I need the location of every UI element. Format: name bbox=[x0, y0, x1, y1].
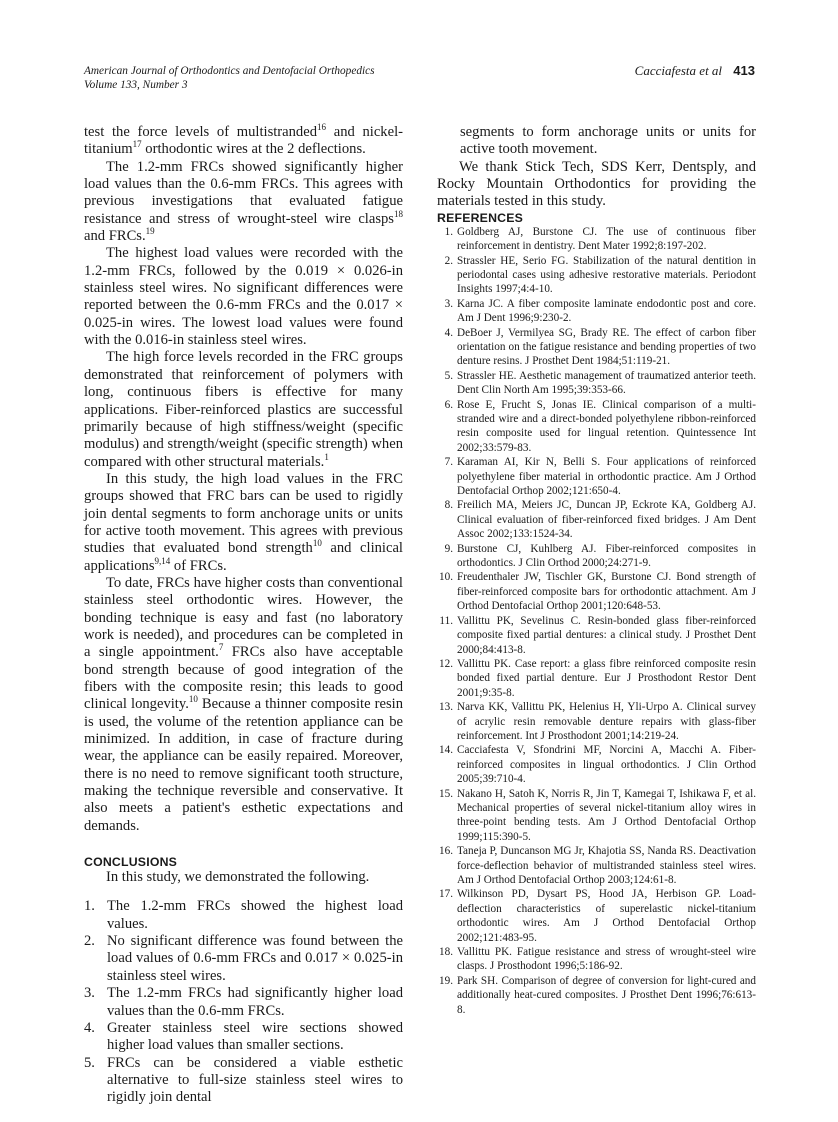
reference-number: 14. bbox=[439, 744, 453, 757]
reference-text: Karaman AI, Kir N, Belli S. Four applications of reinforced polyethylene fiber material in orthodontic practice. Am J Orthod Dentofacial Orthop 2002;121:650-4. bbox=[457, 456, 756, 498]
reference-item bbox=[437, 700, 756, 743]
conclusion-item bbox=[84, 1055, 403, 1107]
paragraph-text: Because a thinner composite resin is used, the volume of the retention appliance can be minimized. In addition, in case of fracture during wear, the appliance can be easily repaired. Moreover, there is no need to remove significant tooth structure, making the technique reversible and conservative. It also meets a patient's esthetic expectations and demands. bbox=[84, 696, 404, 834]
reference-number: 2. bbox=[444, 254, 453, 267]
reference-text: DeBoer J, Vermilyea SG, Brady RE. The effect of carbon fiber orientation on the fatigue resistance and bending properties of two denture resins. J Prosthet Dent 1984;51:119-21. bbox=[457, 326, 756, 368]
reference-number: 10. bbox=[439, 571, 453, 584]
paragraph-text: The highest load values were recorded with the 1.2-mm FRCs, followed by the 0.019 × 0.026-in stainless steel wires. No significant differences were reported between the 0.6-mm FRCs and the 0.017 × 0.025-in wires. The lowest load values were found with the 0.016-in stainless steel wires. bbox=[84, 245, 403, 349]
reference-item bbox=[437, 614, 756, 657]
reference-number: 11. bbox=[439, 614, 453, 627]
reference-item bbox=[437, 570, 756, 613]
reference-number: 16. bbox=[439, 845, 453, 858]
reference-item bbox=[437, 398, 756, 456]
conclusions-intro: In this study, we demonstrated the following. bbox=[106, 869, 370, 886]
conclusion-text: The 1.2-mm FRCs had significantly higher load values than the 0.6-mm FRCs. bbox=[107, 985, 403, 1019]
reference-text: Cacciafesta V, Sfondrini MF, Norcini A, Macchi A. Fiber-reinforced composites in lingual orthodontics. J Clin Orthod 2005;39:710-4. bbox=[457, 744, 756, 786]
reference-item bbox=[437, 326, 756, 369]
reference-text: Wilkinson PD, Dysart PS, Hood JA, Herbison GP. Load-deflection characteristics of superelastic nickel-titanium orthodontic wires. Am J Orthod Dentofacial Orthop 2002;121:483-95. bbox=[457, 888, 756, 944]
reference-item bbox=[437, 974, 756, 1017]
reference-number: 17. bbox=[439, 888, 453, 901]
citation-superscript: 10 bbox=[312, 538, 322, 549]
reference-text: Rose E, Frucht S, Jonas IE. Clinical comparison of a multi-stranded wire and a direct-bonded polyethylene ribbon-reinforced resin composite used for lingual retention. Quintessence Int 2002;33:579-83. bbox=[457, 398, 756, 454]
citation-superscript: 1 bbox=[324, 451, 329, 462]
paragraph-text: The 1.2-mm FRCs showed significantly higher load values than the 0.6-mm FRCs. This agrees with previous investigations that evaluated fatigue resistance and stress of wrought-steel wire clasps bbox=[84, 158, 403, 227]
conclusions-heading: CONCLUSIONS bbox=[84, 855, 178, 870]
reference-number: 15. bbox=[439, 787, 453, 800]
paragraph-text: and nickel-titanium bbox=[84, 124, 403, 158]
paragraph-text: To date, FRCs have higher costs than conventional stainless steel orthodontic wires. However, the bonding technique is easy and fast (no laboratory work is needed), and procedures can be completed in a single appointment. bbox=[84, 574, 403, 661]
reference-text: Narva KK, Vallittu PK, Helenius H, Yli-Urpo A. Clinical survey of acrylic resin removable denture repairs with glass-fiber reinforcement. Int J Prosthodont 2001;14:219-24. bbox=[457, 701, 756, 742]
journal-volume: Volume 133, Number 3 bbox=[84, 79, 188, 91]
running-header-journal bbox=[84, 64, 375, 92]
citation-superscript: 17 bbox=[132, 139, 142, 150]
paragraph bbox=[84, 159, 403, 246]
conclusion-item bbox=[84, 985, 403, 1020]
reference-text: Goldberg AJ, Burstone CJ. The use of continuous fiber reinforcement in dentistry. Dent Mater 1992;8:197-202. bbox=[457, 225, 756, 253]
reference-item bbox=[437, 945, 756, 974]
paragraph bbox=[84, 124, 403, 159]
reference-text: Karna JC. A fiber composite laminate endodontic post and core. Am J Dent 1996;9:230-2. bbox=[457, 297, 756, 325]
reference-text: Freudenthaler JW, Tischler GK, Burstone CJ. Bond strength of fiber-reinforced composite bars for orthodontic attachment. Am J Orthod Dentofacial Orthop 2001;120:648-53. bbox=[457, 571, 756, 613]
paragraph-text: test the force levels of multistranded bbox=[84, 124, 318, 140]
reference-text: Strassler HE. Aesthetic management of traumatized anterior teeth. Dent Clin North Am 1995;39:353-66. bbox=[457, 369, 756, 397]
running-header-right bbox=[635, 63, 755, 79]
paragraph-text: The high force levels recorded in the FRC groups demonstrated that reinforcement of polymers with long, continuous fibers is effective for many applications. Fiber-reinforced plastics are successful primarily because of high stiffness/weight (specific modulus) and strength/weight (specific strength) when compared with other structural materials. bbox=[84, 349, 403, 470]
running-authors: Cacciafesta et al bbox=[634, 63, 723, 78]
reference-number: 4. bbox=[444, 326, 453, 339]
reference-item bbox=[437, 542, 756, 571]
reference-number: 12. bbox=[439, 657, 453, 670]
citation-superscript: 10 bbox=[188, 694, 198, 705]
page-number: 413 bbox=[733, 63, 755, 78]
reference-item bbox=[437, 225, 756, 254]
reference-item bbox=[437, 887, 756, 945]
reference-text: Strassler HE, Serio FG. Stabilization of the natural dentition in periodontal cases using adhesive restorative materials. Periodont Insights 1997;4:4-10. bbox=[457, 254, 756, 296]
citation-superscript: 19 bbox=[145, 226, 155, 237]
conclusion-text: The 1.2-mm FRCs showed the highest load values. bbox=[107, 898, 403, 932]
reference-text: Taneja P, Duncanson MG Jr, Khajotia SS, Nanda RS. Deactivation force-deflection behavior of multistranded stainless steel wires. Am J Orthod Dentofacial Orthop 2003;124:61-8. bbox=[457, 845, 756, 886]
conclusion-text: No significant difference was found between the load values of 0.6-mm FRCs and 0.017 × 0.025-in stainless steel wires. bbox=[107, 933, 403, 984]
journal-title: American Journal of Orthodontics and Dentofacial Orthopedics bbox=[84, 65, 375, 77]
reference-number: 8. bbox=[444, 499, 453, 512]
conclusion-item bbox=[84, 1020, 403, 1055]
reference-item bbox=[437, 254, 756, 297]
references-list bbox=[437, 225, 756, 1017]
reference-number: 1. bbox=[444, 225, 453, 238]
conclusion-continuation: segments to form anchorage units or units for active tooth movement. bbox=[460, 124, 756, 158]
conclusion-number: 4. bbox=[84, 1019, 95, 1036]
paragraph-text: and clinical applications bbox=[84, 540, 403, 574]
reference-number: 3. bbox=[444, 297, 453, 310]
conclusion-number: 2. bbox=[84, 933, 95, 950]
citation-superscript: 18 bbox=[394, 208, 403, 219]
reference-item bbox=[437, 743, 756, 786]
paragraph bbox=[84, 575, 403, 835]
references-heading: REFERENCES bbox=[437, 210, 524, 225]
reference-number: 18. bbox=[439, 946, 453, 959]
reference-item bbox=[437, 498, 756, 541]
reference-item bbox=[437, 297, 756, 326]
conclusion-item bbox=[84, 933, 403, 985]
paragraph-text: FRCs also have acceptable bond strength because of good integration of the fibers with the composite resin; this leads to good clinical longevity. bbox=[84, 644, 403, 713]
paragraph bbox=[84, 471, 403, 575]
acknowledgment: We thank Stick Tech, SDS Kerr, Dentsply, and Rocky Mountain Orthodontics for providing the materials tested in this study. bbox=[437, 158, 756, 210]
reference-item bbox=[437, 844, 756, 887]
reference-item bbox=[437, 787, 756, 845]
reference-text: Park SH. Comparison of degree of conversion for light-cured and additionally heat-cured composites. J Prosthet Dent 1996;76:613-8. bbox=[457, 974, 756, 1016]
reference-number: 5. bbox=[444, 369, 453, 382]
reference-item bbox=[437, 657, 756, 700]
paragraph bbox=[84, 245, 403, 349]
reference-item bbox=[437, 455, 756, 498]
citation-superscript: 9,14 bbox=[154, 555, 171, 566]
reference-text: Vallittu PK. Case report: a glass fibre reinforced composite resin bonded fixed partial denture. Eur J Prosthodont Restor Dent 2001;9:35-8. bbox=[457, 657, 756, 699]
reference-number: 7. bbox=[444, 456, 453, 469]
conclusion-number: 3. bbox=[84, 985, 95, 1002]
conclusion-item bbox=[84, 898, 403, 933]
citation-superscript: 16 bbox=[317, 122, 327, 132]
reference-number: 9. bbox=[444, 542, 453, 555]
paragraph-text: of FRCs. bbox=[170, 557, 227, 574]
paragraph-text: and FRCs. bbox=[84, 228, 146, 245]
reference-text: Nakano H, Satoh K, Norris R, Jin T, Kamegai T, Ishikawa F, et al. Mechanical properties of several nickel-titanium alloy wires in three-point bending tests. Am J Orthod Dentofacial Orthop 1999;115:390-5. bbox=[457, 787, 756, 843]
paragraph-text: orthodontic wires at the 2 deflections. bbox=[141, 141, 366, 158]
reference-text: Vallittu PK. Fatigue resistance and stress of wrought-steel wire clasps. J Prosthodont 1996;5:186-92. bbox=[457, 946, 756, 973]
conclusion-text: Greater stainless steel wire sections showed higher load values than smaller sections. bbox=[107, 1019, 403, 1054]
paragraph-text: In this study, the high load values in the FRC groups showed that FRC bars can be used to rigidly join dental segments to form anchorage units or units for active tooth movement. This agrees with previous studies that evaluated bond strength bbox=[84, 470, 403, 557]
reference-number: 6. bbox=[444, 398, 453, 411]
conclusion-number: 5. bbox=[84, 1054, 95, 1071]
reference-text: Burstone CJ, Kuhlberg AJ. Fiber-reinforced composites in orthodontics. J Clin Orthod 2000;24:271-9. bbox=[457, 542, 756, 570]
reference-number: 13. bbox=[439, 701, 453, 714]
reference-text: Freilich MA, Meiers JC, Duncan JP, Eckrote KA, Goldberg AJ. Clinical evaluation of fiber-reinforced fixed bridges. J Am Dent Assoc 2002;133:1524-34. bbox=[457, 499, 756, 541]
conclusion-number: 1. bbox=[84, 898, 95, 915]
conclusion-text: FRCs can be considered a viable esthetic alternative to full-size stainless steel wires to rigidly join dental bbox=[107, 1054, 403, 1106]
discussion-body bbox=[84, 124, 403, 835]
reference-number: 19. bbox=[439, 974, 453, 987]
right-column bbox=[437, 124, 756, 1017]
left-column bbox=[84, 124, 403, 1107]
reference-text: Vallittu PK, Sevelinus C. Resin-bonded glass fiber-reinforced composite fixed partial dentures: a clinical study. J Prosthet Dent 2000;84:413-8. bbox=[457, 614, 756, 656]
paragraph bbox=[84, 349, 403, 470]
conclusions-list bbox=[84, 898, 403, 1106]
reference-item bbox=[437, 369, 756, 398]
citation-superscript: 7 bbox=[218, 642, 224, 653]
